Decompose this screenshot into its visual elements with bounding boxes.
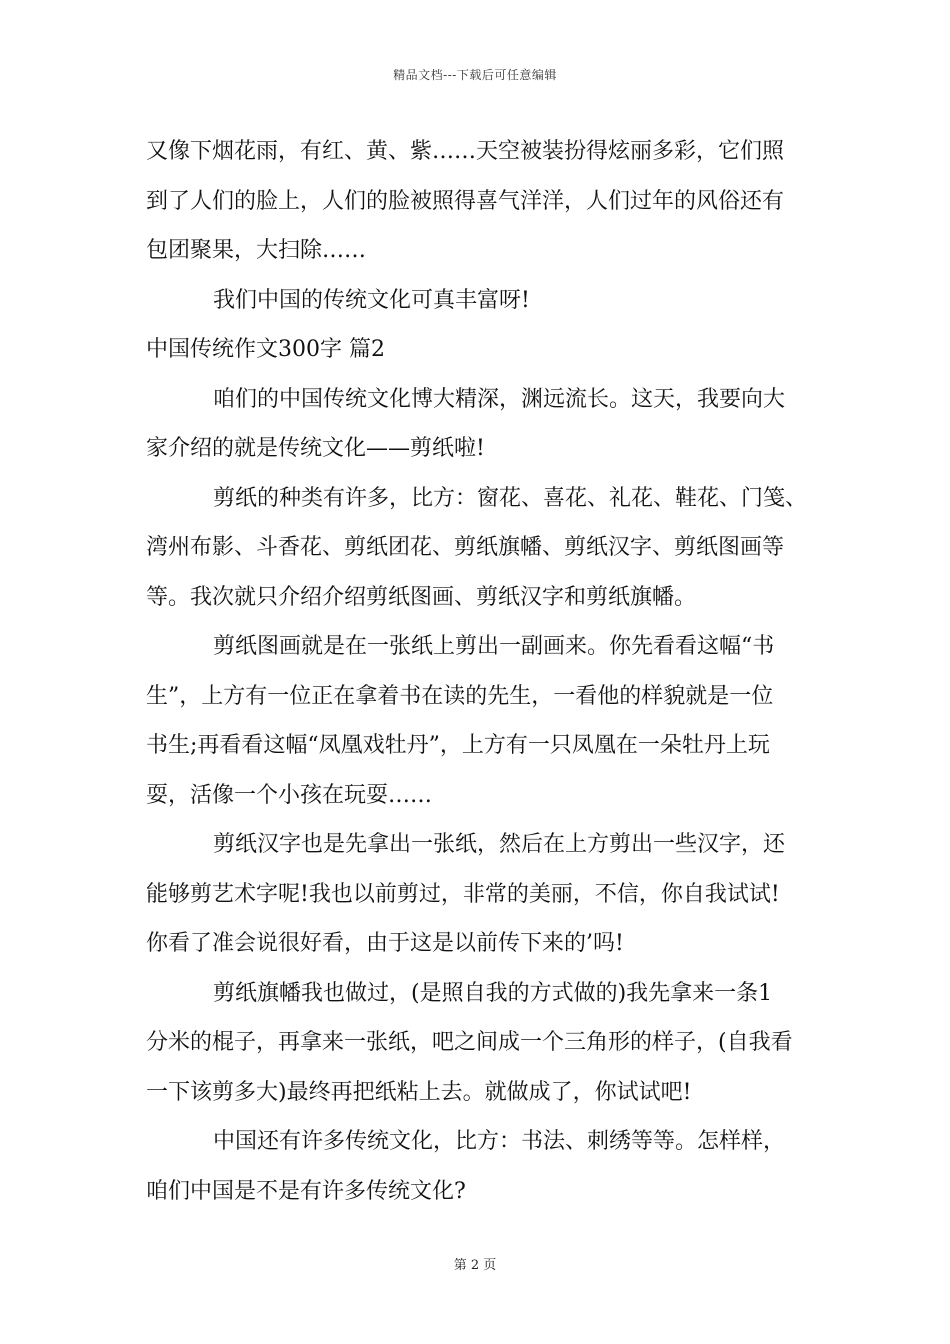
paragraph-start-line: 剪纸汉字也是先拿出一张纸，然后在上方剪出一些汉字，还	[213, 832, 786, 857]
text-line: 耍，活像一个小孩在玩耍……	[146, 782, 433, 808]
paragraph-start-line: 中国还有许多传统文化，比方：书法、刺绣等等。怎样样，	[213, 1129, 786, 1154]
text-line: 生”，上方有一位正在拿着书在读的先生，一看他的样貌就是一位	[146, 683, 774, 709]
section-heading: 中国传统作文300字 篇2	[146, 337, 385, 362]
page-header: 精品文档---下载后可任意编辑	[393, 68, 557, 82]
text-line: 分米的棍子，再拿来一张纸，吧之间成一个三角形的样子，(自我看	[146, 1030, 793, 1055]
text-line: 家介绍的就是传统文化——剪纸啦!	[146, 436, 485, 461]
paragraph-start-line: 剪纸图画就是在一张纸上剪出一副画来。你先看看这幅“书	[213, 634, 775, 659]
text-line: 又像下烟花雨，有红、黄、紫……天空被装扮得炫丽多彩，它们照	[146, 139, 785, 164]
page-number: 第 2 页	[453, 1258, 497, 1273]
text-line: 咱们中国是不是有许多传统文化?	[146, 1178, 466, 1204]
paragraph-start-line: 剪纸的种类有许多，比方：窗花、喜花、礼花、鞋花、门笺、	[213, 485, 808, 511]
text-line: 书生;再看看这幅“凤凰戏牡丹”，上方有一只凤凰在一朵牡丹上玩	[146, 733, 770, 758]
document-body	[146, 132, 826, 1221]
paragraph-start-line: 剪纸旗幡我也做过，(是照自我的方式做的)我先拿来一条1	[213, 980, 773, 1006]
text-line: 等。我次就只介绍介绍剪纸图画、剪纸汉字和剪纸旗幡。	[146, 584, 697, 610]
text-line: 到了人们的脸上，人们的脸被照得喜气洋洋，人们过年的风俗还有	[146, 188, 785, 214]
paragraph-start-line: 我们中国的传统文化可真丰富呀!	[213, 287, 530, 313]
text-line: 你看了准会说很好看，由于这是以前传下来的’吗!	[146, 931, 624, 956]
text-line: 一下该剪多大)最终再把纸粘上去。就做成了，你试试吧!	[146, 1079, 692, 1105]
text-line: 能够剪艺术字呢!我也以前剪过，非常的美丽，不信，你自我试试!	[146, 881, 780, 907]
text-line: 包团聚果，大扫除……	[146, 238, 367, 263]
text-line: 湾州布影、斗香花、剪纸团花、剪纸旗幡、剪纸汉字、剪纸图画等	[146, 535, 785, 560]
paragraph-start-line: 咱们的中国传统文化博大精深，渊远流长。这天，我要向大	[213, 386, 786, 412]
